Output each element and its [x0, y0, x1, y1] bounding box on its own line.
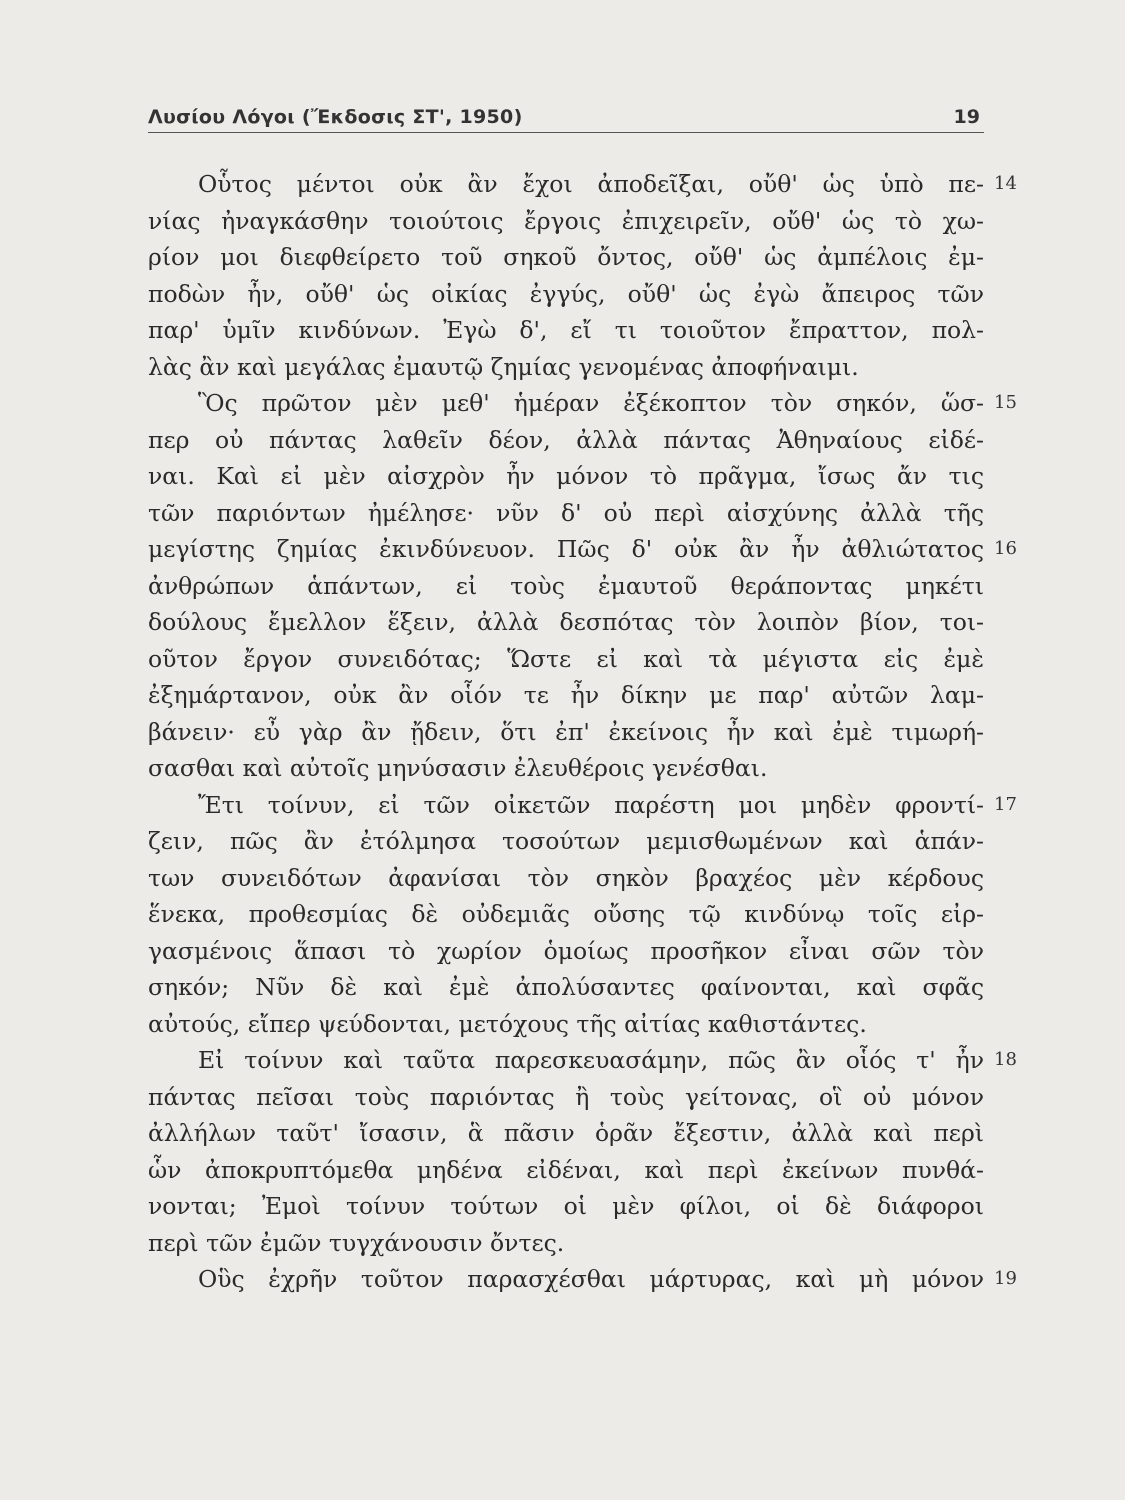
section-number: 17	[994, 793, 1017, 815]
text-line: παρ' ὑμῖν κινδύνων. Ἐγὼ δ', εἴ τι τοιοῦτον ἔπραττον, πολ-	[148, 316, 984, 344]
text-line: ναι. Καὶ εἰ μὲν αἰσχρὸν ἦν μόνον τὸ πρᾶγμα, ἴσως ἄν τις	[148, 462, 984, 490]
text-line: ὧν ἀποκρυπτόμεθα μηδένα εἰδέναι, καὶ περὶ ἐκείνων πυνθά-	[148, 1155, 984, 1184]
text-line: μεγίστης ζημίας ἐκινδύνευον. Πῶς δ' οὐκ ἂν ἦν ἀθλιώτατος 16	[148, 531, 984, 568]
text-line: Εἰ τοίνυν καὶ ταῦτα παρεσκευασάμην, πῶς ἂν οἷός τ' ἦν 18	[148, 1042, 984, 1079]
text-line: πάντας πεῖσαι τοὺς παριόντας ἢ τοὺς γείτονας, οἳ οὐ μόνον	[148, 1082, 984, 1111]
text-line: λὰς ἂν καὶ μεγάλας ἐμαυτῷ ζημίας γενομένας ἀποφήναιμι.	[148, 352, 859, 381]
text-line: γασμένοις ἅπασι τὸ χωρίον ὁμοίως προσῆκον εἶναι σῶν τὸν	[148, 936, 984, 965]
text-line: βάνειν· εὖ γὰρ ἂν ᾔδειν, ὅτι ἐπ' ἐκείνοις ἦν καὶ ἐμὲ τιμωρή-	[148, 717, 984, 746]
text-line: οῦτον ἔργον συνειδότας; Ὥστε εἰ καὶ τὰ μέγιστα εἰς ἐμὲ	[148, 644, 984, 673]
text-line: Ἔτι τοίνυν, εἰ τῶν οἰκετῶν παρέστη μοι μηδὲν φροντί- 17	[148, 787, 984, 824]
section-number: 14	[994, 173, 1017, 194]
text-line: ζειν, πῶς ἂν ἐτόλμησα τοσούτων μεμισθωμένων καὶ ἁπάν-	[148, 827, 984, 855]
text-line: δούλους ἔμελλον ἕξειν, ἀλλὰ δεσπότας τὸν λοιπὸν βίον, τοι-	[148, 608, 984, 636]
text-line: των συνειδότων ἀφανίσαι τὸν σηκὸν βραχέος μὲν κέρδους	[148, 863, 984, 892]
text-line: περ οὐ πάντας λαθεῖν δέον, ἀλλὰ πάντας Ἀθηναίους εἰδέ-	[148, 425, 984, 454]
page-number: 19	[953, 106, 980, 128]
text-line: ἀνθρώπων ἁπάντων, εἰ τοὺς ἐμαυτοῦ θεράποντας μηκέτι	[148, 571, 984, 600]
text-line: ποδὼν ἦν, οὔθ' ὡς οἰκίας ἐγγύς, οὔθ' ὡς ἐγὼ ἄπειρος τῶν	[148, 279, 984, 308]
text-line: Οὓς ἐχρῆν τοῦτον παρασχέσθαι μάρτυρας, καὶ μὴ μόνον 19	[148, 1261, 984, 1298]
text-line: αὐτούς, εἴπερ ψεύδονται, μετόχους τῆς αἰτίας καθιστάντες.	[148, 1009, 867, 1038]
section-number: 16	[994, 538, 1017, 559]
text-line: περὶ τῶν ἐμῶν τυγχάνουσιν ὄντες.	[148, 1228, 565, 1257]
text-line: Ὃς πρῶτον μὲν μεθ' ἡμέραν ἐξέκοπτον τὸν σηκόν, ὥσ- 15	[148, 385, 984, 422]
text-line: τῶν παριόντων ἠμέλησε· νῦν δ' οὐ περὶ αἰσχύνης ἀλλὰ τῆς	[148, 498, 984, 527]
text-line: νίας ἠναγκάσθην τοιούτοις ἔργοις ἐπιχειρεῖν, οὔθ' ὡς τὸ χω-	[148, 206, 984, 235]
text-line: Οὗτος μέντοι οὐκ ἂν ἔχοι ἀποδεῖξαι, οὔθ' ὡς ὑπὸ πε- 14	[148, 166, 984, 203]
section-number: 15	[994, 392, 1017, 413]
running-header	[148, 104, 984, 133]
text-line: ἐξημάρτανον, οὐκ ἂν οἷόν τε ἦν δίκην με παρ' αὐτῶν λαμ-	[148, 681, 984, 709]
text-line: ἀλλήλων ταῦτ' ἴσασιν, ἃ πᾶσιν ὁρᾶν ἔξεστιν, ἀλλὰ καὶ περὶ	[148, 1119, 984, 1147]
section-number: 18	[994, 1049, 1017, 1070]
section-number: 19	[994, 1268, 1017, 1289]
running-title: Λυσίου Λόγοι (Ἔκδοσις ΣΤ', 1950)	[148, 106, 523, 128]
text-line: σασθαι καὶ αὐτοῖς μηνύσασιν ἐλευθέροις γενέσθαι.	[148, 754, 768, 782]
text-line: ἕνεκα, προθεσμίας δὲ οὐδεμιᾶς οὔσης τῷ κινδύνῳ τοῖς εἰρ-	[148, 900, 984, 928]
text-line: σηκόν; Νῦν δὲ καὶ ἐμὲ ἀπολύσαντες φαίνονται, καὶ σφᾶς	[148, 973, 984, 1001]
body-text	[148, 166, 1017, 1298]
text-line: ρίον μοι διεφθείρετο τοῦ σηκοῦ ὄντος, οὔθ' ὡς ἀμπέλοις ἐμ-	[148, 243, 984, 271]
text-line: νονται; Ἐμοὶ τοίνυν τούτων οἱ μὲν φίλοι, οἱ δὲ διάφοροι	[148, 1192, 984, 1220]
